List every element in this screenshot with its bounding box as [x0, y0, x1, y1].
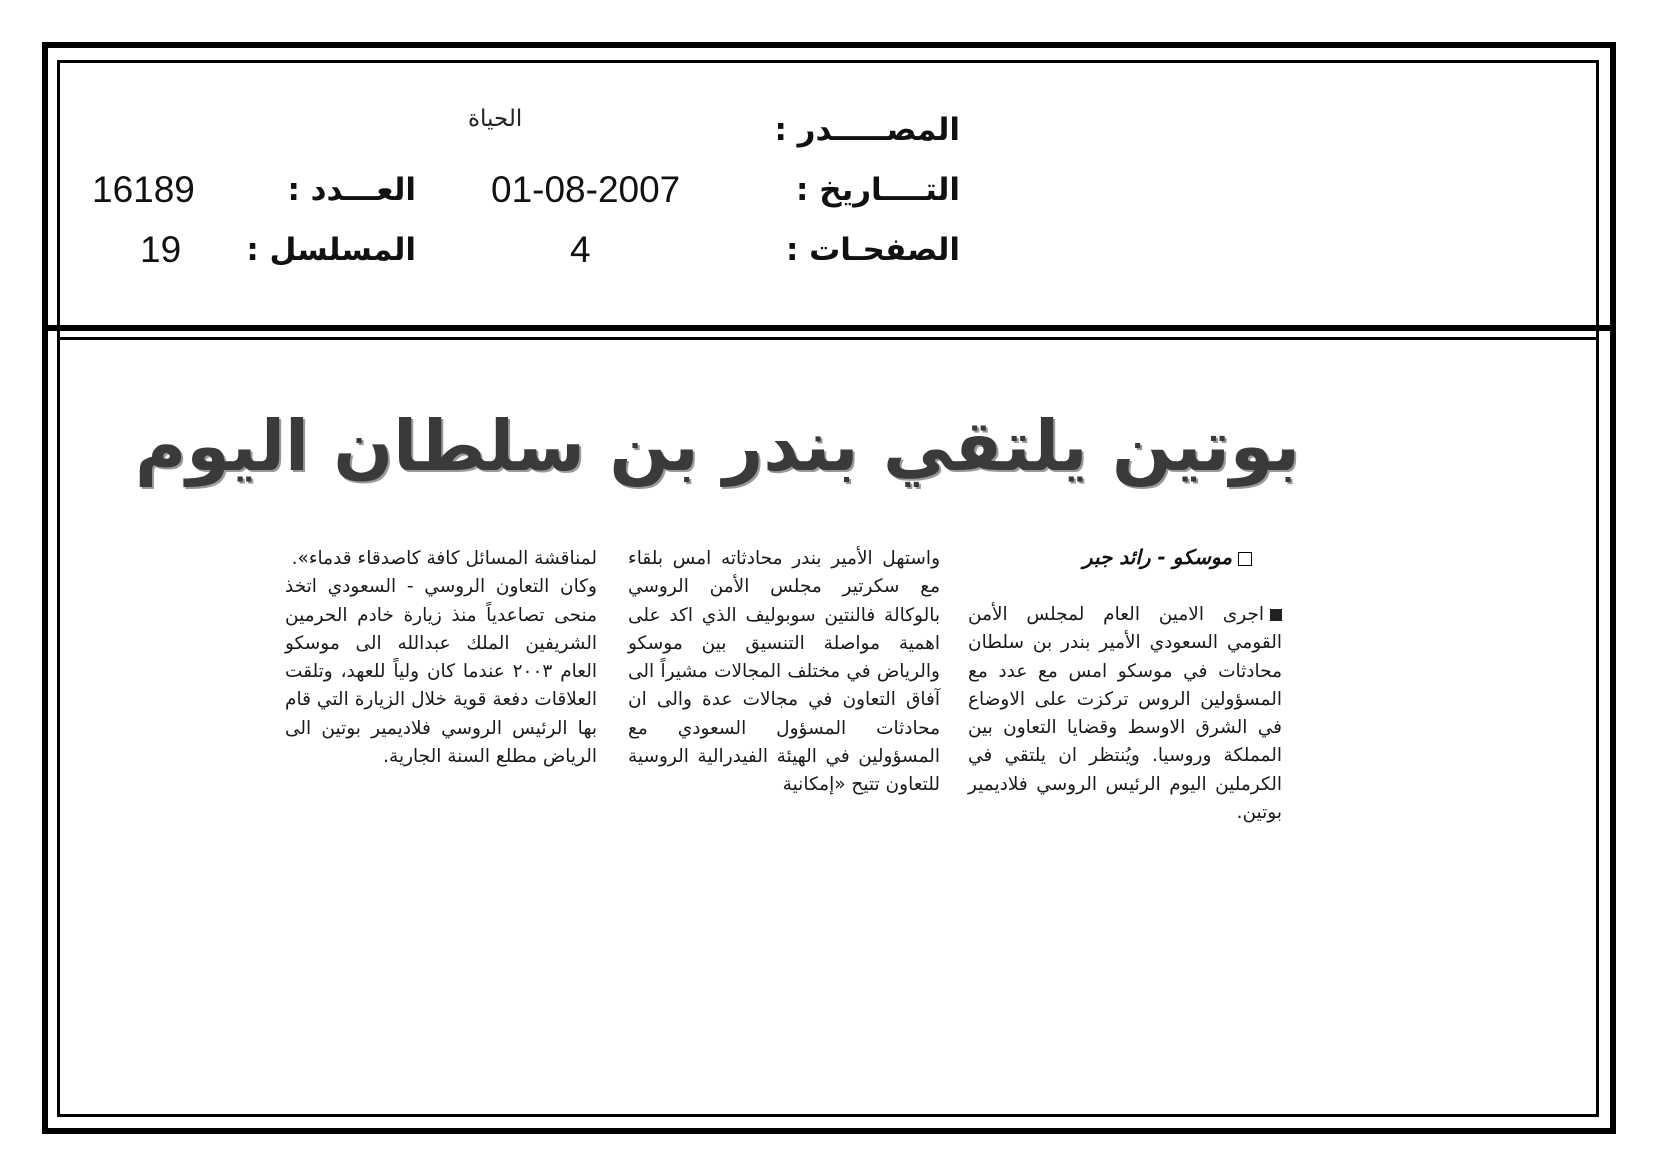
column-3-text-b: وكان التعاون الروسي - السعودي اتخذ منحى تصاعدياً منذ زيارة خادم الحرمين الشريفين الملك عبدالله الى موسكو العام ٢٠٠٣ عندما كان ولياً للعهد، وتلقت العلاقات دفعة قوية خلال الزيارة التي قام بها الرئيس الروسي فلاديمير بوتين الى الرياض مطلع السنة الجارية. — [285, 576, 597, 768]
article-column-3 — [285, 545, 597, 771]
issue-value: 16189 — [92, 169, 195, 210]
source-label: المصـــــدر : — [774, 112, 960, 148]
article-byline — [1083, 545, 1252, 569]
serial-value: 19 — [140, 229, 182, 270]
header-divider-thin — [57, 337, 1599, 340]
bullet-icon — [1270, 609, 1282, 621]
byline-text: موسكو - رائد جبر — [1082, 545, 1232, 569]
serial-label: المسلسل : — [246, 232, 416, 268]
column-2-text: واستهل الأمير بندر محادثاته امس بلقاء مع سكرتير مجلس الأمن الروسي بالوكالة فالنتين سوبوليف الذي اكد على اهمية مواصلة التنسيق بين موسكو والرياض في مختلف المجالات مشيراً الى آفاق التعاون في مجالات عدة والى ان محادثات المسؤول السعودي مع المسؤولين في الهيئة الفيدرالية الروسية للتعاون تتيح «إمكانية — [628, 548, 940, 796]
date-value: 01-08-2007 — [491, 169, 681, 210]
square-icon — [1238, 552, 1252, 566]
pages-value: 4 — [570, 229, 591, 270]
header-divider-thick — [42, 325, 1616, 331]
column-1-text: اجرى الامين العام لمجلس الأمن القومي السعودي الأمير بندر بن سلطان محادثات في موسكو امس مع عدد مع المسؤولين الروس تركزت على الاوضاع في الشرق الاوسط وقضايا التعاون بين المملكة وروسيا. ويُنتظر ان يلتقي في الكرملين اليوم الرئيس الروسي فلاديمير بوتين. — [968, 604, 1282, 824]
article-column-2 — [628, 545, 940, 800]
issue-label: العـــدد : — [287, 172, 416, 208]
column-3-text-a: لمناقشة المسائل كافة كاصدقاء قدماء». — [291, 548, 597, 569]
article-column-1 — [968, 601, 1282, 827]
date-label: التــــاريخ : — [796, 172, 960, 208]
article-headline: بوتين يلتقي بندر بن سلطان اليوم — [134, 405, 1300, 487]
pages-label: الصفحـات : — [785, 232, 960, 268]
source-value: الحياة — [468, 106, 523, 132]
